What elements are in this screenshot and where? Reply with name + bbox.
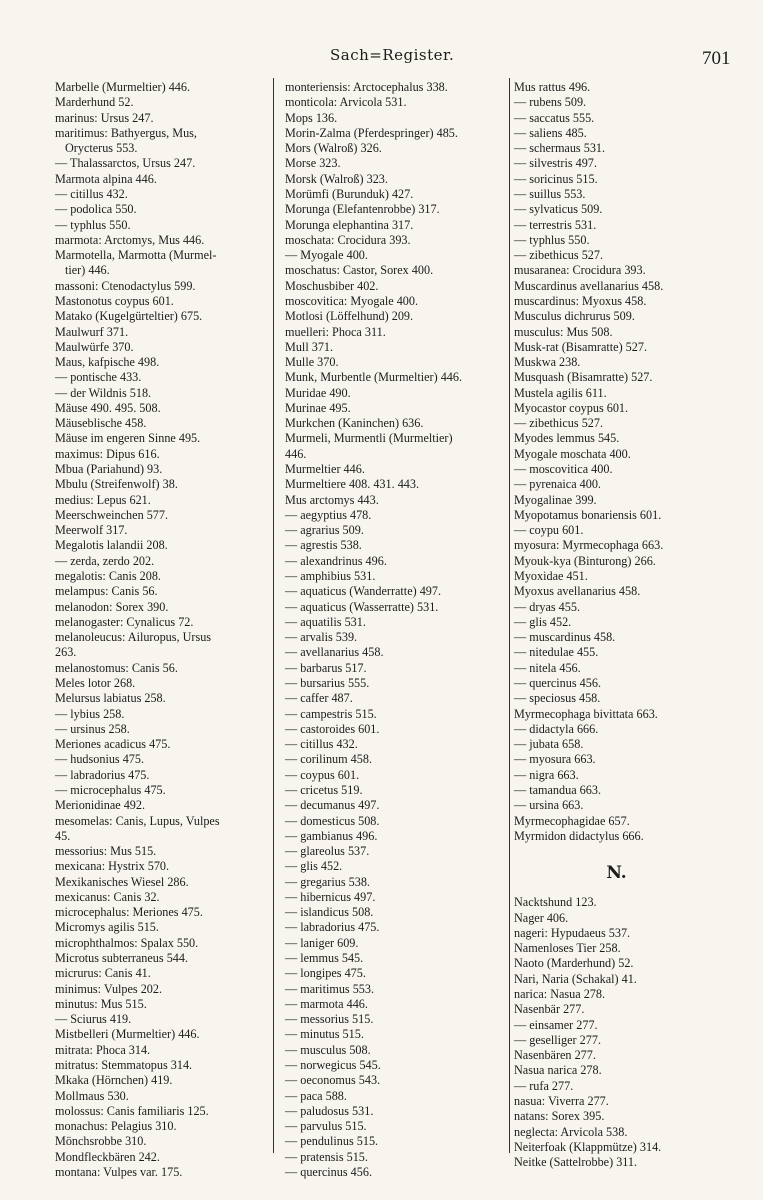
index-entry: tier) 446. — [65, 263, 110, 278]
index-entry: Muscardinus avellanarius 458. — [514, 278, 664, 293]
index-entry: monticola: Arvicola 531. — [285, 95, 407, 110]
index-entry: marmota: Arctomys, Mus 446. — [55, 232, 205, 247]
index-entry: mitrata: Phoca 314. — [55, 1042, 151, 1057]
index-entry: Nacktshund 123. — [514, 895, 597, 910]
index-entry: Matako (Kugelgürteltier) 675. — [55, 309, 203, 324]
index-entry: Mäuseblische 458. — [55, 416, 147, 431]
index-entry: — Thalassarctos, Ursus 247. — [55, 156, 196, 171]
index-entry: — jubata 658. — [514, 737, 584, 752]
index-entry: — rubens 509. — [514, 95, 587, 110]
index-entry: 45. — [55, 828, 71, 843]
index-entry: Murmeli, Murmentli (Murmeltier) — [285, 431, 453, 446]
index-entry: — domesticus 508. — [285, 813, 380, 828]
index-entry: marinus: Ursus 247. — [55, 110, 154, 125]
index-entry: — aquaticus (Wanderratte) 497. — [285, 584, 442, 599]
index-entry: melanodon: Sorex 390. — [55, 599, 169, 614]
index-entry: 446. — [285, 446, 307, 461]
index-entry: — lybius 258. — [55, 706, 125, 721]
index-column-1 — [55, 80, 265, 1180]
index-entry: melanoleucus: Ailuropus, Ursus — [55, 630, 212, 645]
page-header — [0, 38, 763, 68]
index-entry: — oeconomus 543. — [285, 1073, 381, 1088]
index-entry: Myogalinae 399. — [514, 492, 597, 507]
index-entry: Meles lotor 268. — [55, 675, 136, 690]
index-entry: — moscovitica 400. — [514, 462, 613, 477]
index-entry: — maritimus 553. — [285, 981, 375, 996]
index-entry: Murkchen (Kaninchen) 636. — [285, 416, 424, 431]
index-entry: Mondfleckbären 242. — [55, 1149, 160, 1164]
index-entry: — amphibius 531. — [285, 569, 376, 583]
index-entry: Mönchsrobbe 310. — [55, 1134, 147, 1149]
index-entry: Muskwa 238. — [514, 355, 581, 370]
index-entry: — dryas 455. — [514, 599, 581, 614]
index-entry: montana: Vulpes var. 175. — [55, 1164, 183, 1179]
index-entry: — podolica 550. — [55, 202, 137, 217]
index-entry: Mus rattus 496. — [514, 80, 591, 94]
index-entry: Melursus labiatus 258. — [55, 691, 166, 706]
index-entry: Megalotis lalandii 208. — [55, 538, 168, 553]
index-entry: — arvalis 539. — [285, 630, 358, 645]
index-entry: — nitedulae 455. — [514, 645, 599, 660]
index-entry: muelleri: Phoca 311. — [285, 324, 386, 339]
index-entry: Marbelle (Murmeltier) 446. — [55, 80, 191, 94]
index-entry: Musk-rat (Bisamratte) 527. — [514, 339, 648, 354]
index-entry: Mull 371. — [285, 339, 334, 354]
index-entry: — zibethicus 527. — [514, 248, 604, 263]
index-entry: Namenloses Tier 258. — [514, 941, 621, 956]
index-entry: — citillus 432. — [285, 737, 358, 752]
index-entry: — schermaus 531. — [514, 141, 606, 156]
index-entry: Nasua narica 278. — [514, 1063, 602, 1078]
index-entry: — soricinus 515. — [514, 171, 598, 186]
index-entry: — silvestris 497. — [514, 156, 597, 171]
index-entry: Nari, Naria (Schakal) 41. — [514, 971, 637, 986]
index-entry: — castoroides 601. — [285, 721, 380, 736]
index-entry: micrurus: Canis 41. — [55, 966, 151, 981]
index-entry: — saccatus 555. — [514, 110, 595, 125]
index-entry: Motlosi (Löffelhund) 209. — [285, 309, 414, 324]
index-column-2 — [285, 80, 505, 1180]
index-entry: — islandicus 508. — [285, 905, 374, 920]
index-entry: Mkaka (Hörnchen) 419. — [55, 1073, 173, 1088]
index-entry: — citillus 432. — [55, 186, 128, 201]
index-entry: molossus: Canis familiaris 125. — [55, 1103, 209, 1118]
index-entry: — labradorius 475. — [55, 767, 150, 782]
index-entry: Myrmecophaga bivittata 663. — [514, 706, 658, 721]
index-entry: — pyrenaica 400. — [514, 477, 601, 492]
index-entry: Murinae 495. — [285, 400, 351, 415]
index-entry: — aquaticus (Wasserratte) 531. — [285, 599, 439, 614]
index-entry: Mops 136. — [285, 110, 338, 125]
index-entry: Morsk (Walroß) 323. — [285, 171, 388, 186]
index-entry: Mistbelleri (Murmeltier) 446. — [55, 1027, 200, 1042]
index-entry: — cricetus 519. — [285, 782, 363, 797]
index-entry: — pendulinus 515. — [285, 1134, 379, 1149]
page-number: 701 — [702, 48, 731, 69]
index-entry: — gambianus 496. — [285, 828, 378, 843]
index-entry: Nasenbär 277. — [514, 1002, 585, 1017]
index-entry: — minutus 515. — [285, 1027, 364, 1042]
index-entry: — pontische 433. — [55, 370, 142, 385]
index-entry: Mbua (Pariahund) 93. — [55, 462, 163, 477]
index-entry: Myoxus avellanarius 458. — [514, 584, 641, 599]
index-entry: — muscardinus 458. — [514, 630, 616, 645]
index-entry: minimus: Vulpes 202. — [55, 981, 163, 996]
index-entry: — paludosus 531. — [285, 1103, 374, 1118]
index-entry: — nigra 663. — [514, 767, 579, 782]
index-entry: — musculus 508. — [285, 1042, 371, 1057]
index-entry: mitratus: Stemmatopus 314. — [55, 1058, 193, 1072]
index-entry: Maus, kafpische 498. — [55, 355, 160, 370]
index-entry: moschatus: Castor, Sorex 400. — [285, 263, 434, 278]
index-entry: — lemmus 545. — [285, 951, 364, 966]
index-entry: nasua: Viverra 277. — [514, 1094, 609, 1108]
index-entry: — glareolus 537. — [285, 844, 370, 859]
index-entry: — barbarus 517. — [285, 660, 367, 675]
index-entry: Morümfi (Burunduk) 427. — [285, 186, 414, 201]
index-entry: narica: Nasua 278. — [514, 987, 606, 1002]
index-entry: — nitela 456. — [514, 660, 581, 675]
index-entry: Myocastor coypus 601. — [514, 400, 629, 415]
index-entry: melanostomus: Canis 56. — [55, 660, 178, 675]
index-group-m — [514, 80, 719, 844]
index-entry: — norwegicus 545. — [285, 1058, 381, 1072]
index-entry: Muridae 490. — [285, 385, 351, 400]
index-entry: Nasenbären 277. — [514, 1048, 596, 1063]
index-entry: — labradorius 475. — [285, 920, 380, 935]
index-entry: — typhlus 550. — [55, 217, 131, 232]
index-entry: Neitke (Sattelrobbe) 311. — [514, 1155, 638, 1170]
index-entry: Morse 323. — [285, 156, 341, 171]
index-entry: Mulle 370. — [285, 355, 339, 370]
index-entry: Myoxidae 451. — [514, 569, 588, 583]
index-entry: — tamandua 663. — [514, 782, 601, 797]
index-entry: neglecta: Arvicola 538. — [514, 1124, 628, 1139]
index-entry: monteriensis: Arctocephalus 338. — [285, 80, 448, 94]
index-entry: mexicanus: Canis 32. — [55, 889, 160, 904]
index-entry: messorius: Mus 515. — [55, 844, 157, 859]
index-entry: Marmotella, Marmotta (Murmel- — [55, 248, 217, 263]
index-entry: Mollmaus 530. — [55, 1088, 129, 1103]
index-group-n — [514, 895, 719, 1170]
index-entry: Naoto (Marderhund) 52. — [514, 956, 634, 971]
index-entry: Mus arctomys 443. — [285, 492, 379, 507]
index-entry: Marderhund 52. — [55, 95, 134, 110]
index-entry: melampus: Canis 56. — [55, 584, 158, 599]
index-entry: — gregarius 538. — [285, 874, 370, 889]
section-letter: N. — [606, 863, 627, 884]
index-entry: — ursina 663. — [514, 798, 584, 813]
index-entry: — geselliger 277. — [514, 1032, 601, 1047]
index-entry: Mäuse im engeren Sinne 495. — [55, 431, 201, 446]
index-entry: Micromys agilis 515. — [55, 920, 159, 935]
index-entry: — terrestris 531. — [514, 217, 597, 232]
index-entry: — der Wildnis 518. — [55, 385, 152, 400]
index-entry: — hudsonius 475. — [55, 752, 145, 767]
index-entry: Musquash (Bisamratte) 527. — [514, 370, 653, 385]
index-entry: — sylvaticus 509. — [514, 202, 603, 217]
index-entry: — einsamer 277. — [514, 1017, 598, 1032]
index-entry: Munk, Murbentle (Murmeltier) 446. — [285, 370, 463, 385]
index-entry: — zibethicus 527. — [514, 416, 604, 431]
index-entry: Myogale moschata 400. — [514, 446, 631, 461]
index-entry: — Sciurus 419. — [55, 1012, 132, 1027]
index-entry: Mastonotus coypus 601. — [55, 293, 174, 308]
index-entry: Morin-Zalma (Pferdespringer) 485. — [285, 125, 458, 140]
index-entry: — glis 452. — [285, 859, 343, 874]
index-entry: myosura: Myrmecophaga 663. — [514, 538, 664, 553]
index-entry: — messorius 515. — [285, 1012, 374, 1027]
index-entry: Maulwürfe 370. — [55, 339, 134, 354]
index-entry: — quercinus 456. — [285, 1164, 372, 1179]
index-entry: — ursinus 258. — [55, 721, 130, 736]
index-entry: — marmota 446. — [285, 996, 368, 1011]
index-entry: — coypu 601. — [514, 523, 584, 538]
index-entry: 263. — [55, 645, 77, 660]
index-entry: Moschusbiber 402. — [285, 278, 379, 293]
index-entry: Mors (Walroß) 326. — [285, 141, 382, 156]
index-entry: maritimus: Bathyergus, Mus, — [55, 125, 197, 140]
index-entry: medius: Lepus 621. — [55, 492, 151, 507]
index-entry: musculus: Mus 508. — [514, 324, 613, 339]
index-entry: — glis 452. — [514, 614, 572, 629]
index-entry: Marmota alpina 446. — [55, 171, 157, 186]
index-entry: muscardinus: Myoxus 458. — [514, 293, 647, 308]
index-entry: — aegyptius 478. — [285, 507, 372, 522]
index-entry: — zerda, zerdo 202. — [55, 553, 155, 568]
index-entry: Myrmidon didactylus 666. — [514, 828, 644, 843]
index-entry: Neiterfoak (Klappmütze) 314. — [514, 1139, 662, 1154]
index-entry: — agrarius 509. — [285, 523, 364, 538]
index-entry: Myopotamus bonariensis 601. — [514, 507, 662, 522]
index-entry: Morunga elephantina 317. — [285, 217, 414, 232]
index-entry: massoni: Ctenodactylus 599. — [55, 278, 196, 293]
column-divider — [273, 78, 274, 1153]
index-entry: — agrestis 538. — [285, 538, 362, 553]
index-entry: Myouk-kya (Binturong) 266. — [514, 553, 656, 568]
index-entry: — bursarius 555. — [285, 675, 370, 690]
index-entry: monachus: Pelagius 310. — [55, 1119, 177, 1134]
index-entry: — quercinus 456. — [514, 675, 601, 690]
running-title: Sach=Register. — [330, 46, 455, 64]
index-entry: Mäuse 490. 495. 508. — [55, 400, 161, 415]
index-entry: — speciosus 458. — [514, 691, 601, 706]
index-entry: Nager 406. — [514, 910, 569, 925]
index-entry: Mustela agilis 611. — [514, 385, 607, 400]
index-entry: Murmeltier 446. — [285, 462, 365, 477]
index-entry: — alexandrinus 496. — [285, 553, 387, 568]
index-entry: — hibernicus 497. — [285, 889, 376, 904]
index-column-3 — [514, 80, 719, 1170]
index-entry: maximus: Dipus 616. — [55, 446, 160, 461]
index-entry: Meriones acadicus 475. — [55, 737, 171, 752]
index-entry: moschata: Crocidura 393. — [285, 232, 411, 247]
index-entry: microphthalmos: Spalax 550. — [55, 935, 199, 950]
index-entry: Orycterus 553. — [65, 141, 138, 156]
index-entry: Microtus subterraneus 544. — [55, 951, 189, 966]
index-entry: — avellanarius 458. — [285, 645, 384, 660]
index-entry: nageri: Hypudaeus 537. — [514, 925, 631, 940]
index-entry: Merionidinae 492. — [55, 798, 146, 813]
index-entry: — aquatilis 531. — [285, 614, 366, 629]
index-entry: Murmeltiere 408. 431. 443. — [285, 477, 420, 492]
index-entry: — pratensis 515. — [285, 1149, 368, 1164]
index-entry: — decumanus 497. — [285, 798, 380, 813]
index-entry: — typhlus 550. — [514, 232, 590, 247]
index-entry: mexicana: Hystrix 570. — [55, 859, 170, 874]
index-entry: Maulwurf 371. — [55, 324, 129, 339]
index-entry: — suillus 553. — [514, 186, 586, 201]
index-entry: — myosura 663. — [514, 752, 596, 767]
index-entry: moscovitica: Myogale 400. — [285, 293, 419, 308]
index-entry: Musculus dichrurus 509. — [514, 309, 635, 324]
index-entry: — didactyla 666. — [514, 721, 599, 736]
index-entry: mesomelas: Canis, Lupus, Vulpes — [55, 813, 220, 828]
index-entry: Meerschweinchen 577. — [55, 507, 169, 522]
column-divider — [509, 78, 510, 1153]
index-entry: musaranea: Crocidura 393. — [514, 263, 646, 278]
index-entry: — rufa 277. — [514, 1078, 574, 1093]
index-entry: Morunga (Elefantenrobbe) 317. — [285, 202, 440, 217]
index-entry: megalotis: Canis 208. — [55, 569, 161, 583]
index-entry: — corilinum 458. — [285, 752, 372, 767]
index-entry: Mexikanisches Wiesel 286. — [55, 874, 189, 889]
index-entry: microcephalus: Meriones 475. — [55, 905, 203, 920]
index-entry: — saliens 485. — [514, 125, 587, 140]
index-entry: — longipes 475. — [285, 966, 366, 981]
index-entry: minutus: Mus 515. — [55, 996, 147, 1011]
index-entry: — laniger 609. — [285, 935, 359, 950]
index-entry: melanogaster: Cynalicus 72. — [55, 614, 194, 629]
index-entry: natans: Sorex 395. — [514, 1109, 605, 1124]
index-entry: Mbulu (Streifenwolf) 38. — [55, 477, 178, 492]
index-entry: — caffer 487. — [285, 691, 353, 706]
index-entry: Meerwolf 317. — [55, 523, 128, 538]
index-entry: — campestris 515. — [285, 706, 377, 721]
index-entry: Myrmecophagidae 657. — [514, 813, 630, 828]
index-entry: — microcephalus 475. — [55, 782, 166, 797]
index-entry: — coypus 601. — [285, 767, 360, 782]
index-entry: — paca 588. — [285, 1088, 347, 1103]
index-entry: Myodes lemmus 545. — [514, 431, 620, 446]
index-entry: — Myogale 400. — [285, 248, 368, 263]
index-entry: — parvulus 515. — [285, 1119, 367, 1134]
